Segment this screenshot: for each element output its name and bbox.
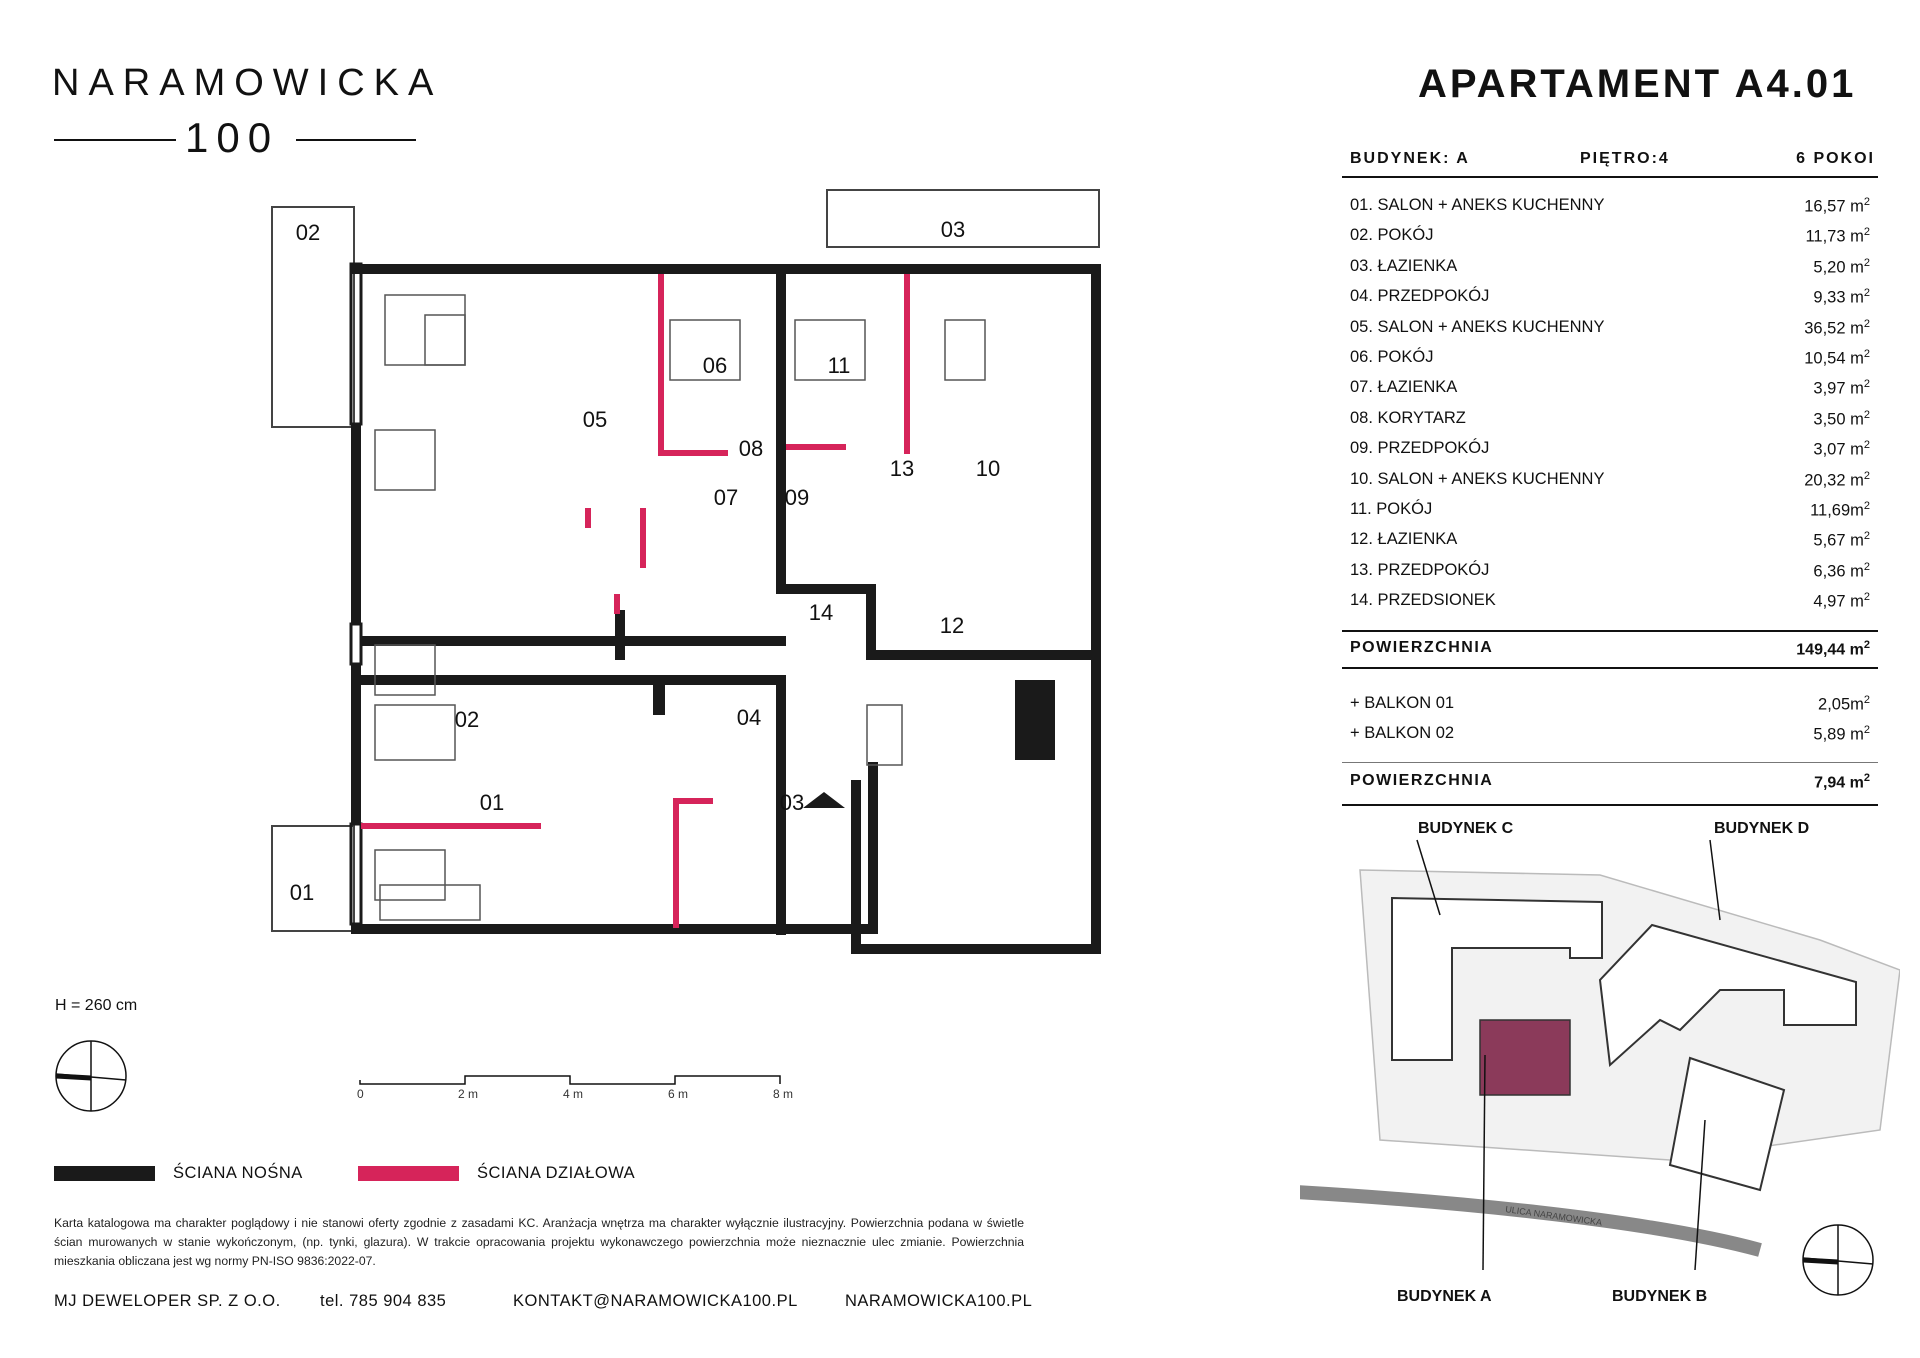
balcony-total-area: 7,94 $m^2$ (1814, 772, 1870, 792)
scale-label-4: 4 m (563, 1087, 584, 1101)
balcony-total-row (1350, 772, 1870, 796)
street-label: ULICA NARAMOWICKA (1504, 1204, 1603, 1228)
balcony-name: + BALKON 01 (1350, 694, 1455, 712)
room-row (1350, 318, 1870, 348)
legend-load-bearing-label: ŚCIANA NOŚNA (173, 1164, 303, 1182)
rooms-count: 6 POKOI (1796, 150, 1875, 167)
room-area: 3,97 $m^2$ (1813, 378, 1870, 398)
room-name: 14. PRZEDSIONEK (1350, 591, 1496, 610)
company-name: MJ DEWELOPER SP. Z O.O. (54, 1292, 281, 1310)
room-row (1350, 287, 1870, 317)
room-label-14: 14 (808, 600, 834, 625)
balcony-rule (1342, 762, 1878, 763)
total-area: 149,44 $m^2$ (1796, 639, 1870, 659)
balcony-area: $2,05m^2$ (1818, 694, 1870, 714)
compass-icon (53, 1038, 133, 1118)
legend-partition-label: ŚCIANA DZIAŁOWA (477, 1164, 636, 1182)
room-area: $11,69m^2$ (1810, 500, 1870, 520)
room-label-10: 10 (975, 456, 1001, 481)
room-row (1350, 409, 1870, 439)
room-label-05: 05 (582, 407, 608, 432)
room-label-11: 11 (827, 353, 851, 378)
room-label-07: 07 (713, 485, 739, 510)
phone-number: tel. 785 904 835 (320, 1292, 447, 1310)
balcony-row (1350, 694, 1870, 724)
room-name: 11. POKÓJ (1350, 500, 1433, 518)
room-row (1350, 530, 1870, 560)
total-rule-top (1342, 630, 1878, 632)
room-area: 16,57 $m^2$ (1804, 196, 1870, 216)
logo-divider-left (54, 139, 176, 141)
room-name: 10. SALON + ANEKS KUCHENNY (1350, 469, 1605, 488)
email-link[interactable]: KONTAKT@NARAMOWICKA100.PL (513, 1292, 798, 1310)
room-row (1350, 196, 1870, 226)
room-name: 04. PRZEDPOKÓJ (1350, 287, 1490, 306)
label-building-d: BUDYNEK D (1714, 820, 1810, 837)
room-label-03: 03 (779, 790, 805, 815)
building-info: BUDYNEK: A (1350, 150, 1470, 167)
room-name: 01. SALON + ANEKS KUCHENNY (1350, 196, 1605, 214)
room-area: 4,97 $m^2$ (1813, 591, 1870, 611)
room-area: 9,33 $m^2$ (1813, 287, 1870, 307)
room-row (1350, 257, 1870, 287)
balcony-label-02: 02 (295, 220, 321, 245)
room-row (1350, 500, 1870, 530)
room-row (1350, 378, 1870, 408)
label-building-b: BUDYNEK B (1612, 1288, 1708, 1305)
building-a-shape (1480, 1020, 1570, 1095)
room-name: 03. ŁAZIENKA (1350, 256, 1458, 275)
scale-label-8: 8 m (773, 1087, 794, 1101)
balcony-name: + BALKON 02 (1350, 724, 1455, 742)
balcony-total-label: POWIERZCHNIA (1350, 772, 1494, 789)
room-label-01: 01 (479, 790, 505, 815)
room-area: 11,73 $m^2$ (1805, 226, 1870, 246)
scale-label-0: 0 (357, 1087, 364, 1101)
room-row (1350, 226, 1870, 256)
apartment-title: APARTAMENT A4.01 (1418, 62, 1857, 106)
room-name: 05. SALON + ANEKS KUCHENNY (1350, 317, 1605, 336)
balcony-row (1350, 724, 1870, 754)
header-rule (1342, 176, 1878, 178)
room-name: 06. POKÓJ (1350, 348, 1434, 366)
brand-name: NARAMOWICKA (52, 62, 443, 104)
balcony-01 (272, 826, 354, 931)
room-label-09: 09 (784, 485, 810, 510)
disclaimer: Karta katalogowa ma charakter poglądowy i nie stanowi oferty zgodnie z zasadami KC. Aranżacja wnętrza ma charakter wyłącznie ilustracyjny. Powierzchnia podana w świetle ścian murowanych w stanie wykończonym, (np. tynki, glazura). W trakcie opracowania projektu wykonawczego powierzchnia może nieznacznie ulec zmianie. Powierzchnia mieszkania obliczana jest wg normy PN-ISO 9836:2022-07. (54, 1216, 1024, 1268)
room-name: 02. POKÓJ (1350, 226, 1434, 245)
room-label-08: 08 (738, 436, 764, 461)
ceiling-height: H = 260 cm (55, 997, 138, 1014)
scale-bar (350, 1062, 810, 1122)
room-label-12: 12 (939, 613, 965, 638)
total-label: POWIERZCHNIA (1350, 639, 1494, 656)
legend-partition-swatch (358, 1166, 459, 1181)
scale-label-2: 2 m (458, 1087, 479, 1101)
room-label-04: 04 (736, 705, 762, 730)
site-compass-icon (1800, 1222, 1880, 1302)
room-label-06: 06 (702, 353, 728, 378)
brand-number: 100 (185, 114, 280, 161)
website-link[interactable]: NARAMOWICKA100.PL (845, 1292, 1033, 1310)
logo-divider-right (296, 139, 416, 141)
scale-label-6: 6 m (668, 1087, 689, 1101)
floor-plan (255, 180, 1105, 980)
total-row (1350, 639, 1870, 663)
room-name: 09. PRZEDPOKÓJ (1350, 439, 1490, 458)
room-row (1350, 561, 1870, 591)
room-area: 36,52 $m^2$ (1804, 317, 1870, 338)
room-name: 12. ŁAZIENKA (1350, 530, 1458, 549)
label-building-c: BUDYNEK C (1418, 820, 1514, 837)
balcony-area: 5,89 $m^2$ (1813, 724, 1870, 744)
balcony-label-03: 03 (940, 217, 966, 242)
room-area: 6,36 $m^2$ (1813, 560, 1870, 581)
room-area: 10,54 $m^2$ (1804, 348, 1870, 368)
room-area: 5,20 $m^2$ (1813, 256, 1870, 277)
room-name: 08. KORYTARZ (1350, 408, 1466, 427)
room-label-02: 02 (454, 707, 480, 732)
room-name: 07. ŁAZIENKA (1350, 378, 1458, 397)
room-label-13: 13 (889, 456, 915, 481)
room-name: 13. PRZEDPOKÓJ (1350, 560, 1490, 579)
room-row (1350, 439, 1870, 469)
balcony-label-01: 01 (289, 880, 315, 905)
balcony-total-rule (1342, 804, 1878, 806)
room-row (1350, 591, 1870, 621)
label-building-a: BUDYNEK A (1397, 1288, 1492, 1305)
room-area: 20,32 $m^2$ (1804, 469, 1870, 490)
room-row (1350, 470, 1870, 500)
room-area: 3,07 $m^2$ (1813, 439, 1870, 459)
room-area: 3,50 $m^2$ (1813, 408, 1870, 429)
entrance-arrow-icon (803, 792, 845, 808)
legend-load-bearing-swatch (54, 1166, 155, 1181)
floor-info: PIĘTRO:4 (1580, 150, 1670, 167)
room-row (1350, 348, 1870, 378)
total-rule-bottom (1342, 667, 1878, 669)
room-area: 5,67 $m^2$ (1813, 530, 1870, 550)
